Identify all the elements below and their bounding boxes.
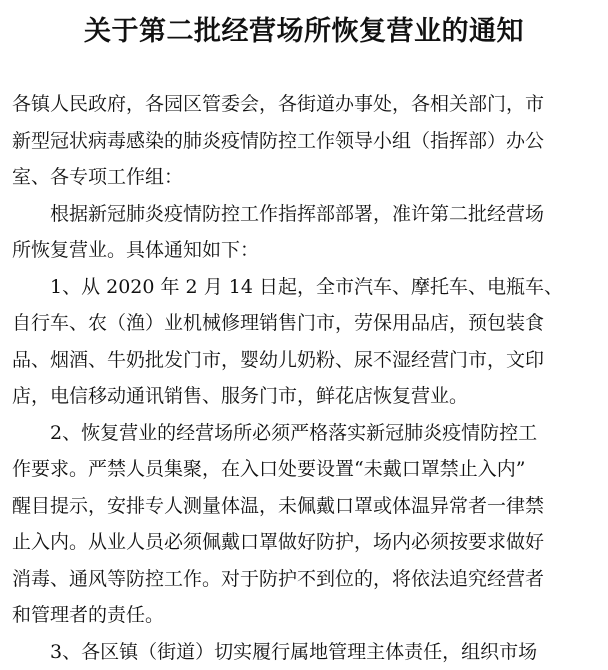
body-line: 消毒、通风等防控工作。对于防护不到位的，将依法追究经营者: [0, 561, 608, 598]
body-line: 室、各专项工作组：: [0, 159, 608, 196]
body-line: 各镇人民政府，各园区管委会，各街道办事处，各相关部门，市: [0, 86, 608, 123]
body-line: 和管理者的责任。: [0, 597, 608, 634]
body-line: 自行车、农（渔）业机械修理销售门市，劳保用品店，预包装食: [0, 305, 608, 342]
document-title: 关于第二批经营场所恢复营业的通知: [0, 14, 608, 50]
body-line: 醒目提示，安排专人测量体温，未佩戴口罩或体温异常者一律禁: [0, 488, 608, 525]
body-line: 新型冠状病毒感染的肺炎疫情防控工作领导小组（指挥部）办公: [0, 123, 608, 160]
document-body: [0, 86, 608, 670]
body-line: 所恢复营业。具体通知如下：: [0, 232, 608, 269]
body-line: 店，电信移动通讯销售、服务门市，鲜花店恢复营业。: [0, 378, 608, 415]
body-line: 止入内。从业人员必须佩戴口罩做好防护，场内必须按要求做好: [0, 524, 608, 561]
body-line: 作要求。严禁人员集聚，在入口处要设置“未戴口罩禁止入内”: [0, 451, 608, 488]
body-line: 3、各区镇（街道）切实履行属地管理主体责任，组织市场: [0, 634, 608, 670]
body-line: 1、从 2020 年 2 月 14 日起，全市汽车、摩托车、电瓶车、: [0, 269, 608, 306]
body-line: 根据新冠肺炎疫情防控工作指挥部部署，准许第二批经营场: [0, 196, 608, 233]
body-line: 品、烟酒、牛奶批发门市，婴幼儿奶粉、尿不湿经营门市，文印: [0, 342, 608, 379]
body-line: 2、恢复营业的经营场所必须严格落实新冠肺炎疫情防控工: [0, 415, 608, 452]
